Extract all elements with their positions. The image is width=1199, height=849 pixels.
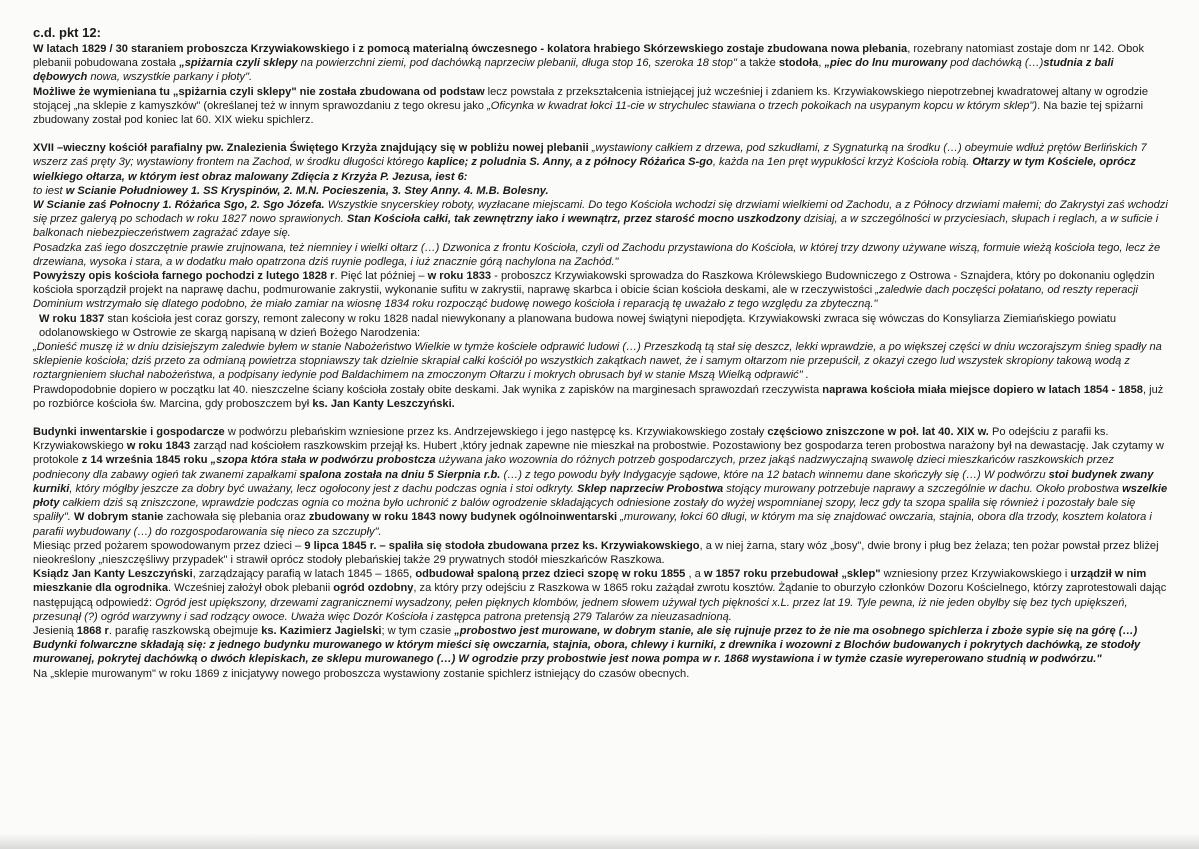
text-run: „murowany, łokci 60 długi, w którym ma się znajdować owczaria, stajnia, obora dla trzody, kosztem kolatora i parafii wybudowany (…) do rozgospodarowania się nieco za szczupły". [33,511,1152,538]
text-run: na powierzchni ziemi, pod dachówką naprzeciw plebanii, długa stop 16, szeroka 18 stop" [297,57,737,70]
text-run: zachowała się plebania oraz [163,511,309,524]
text-run: „szopa która stała w podwórzu probostcza [210,454,436,467]
text-run: zarząd nad kościołem raszkowskim przejął ks. Hubert ,który jednak zapewne nie mieszkał na probostwie. Pozostawiony bez gospodarza teren probostwa narażony był na dewastację. Jak czytamy w protokole [33,440,1164,467]
paragraph-kosciol-opis [33,141,1168,184]
text-run: całkiem dziś są zniszczone, wprawdzie podczas ognia co można było uchronić z balów ogrodzenie składających odniesione zostały do wyżej wspomnianej szopy, lecz gdy ta szopa spaliła się również i pozostały bale się spaliły". [33,497,1136,524]
text-run: Na „sklepie murowanym" w roku 1869 z inicjatywy nowego proboszcza wystawiony zostanie spichlerz istniejący do czasów obecnych. [33,667,690,680]
paragraph-rok-1837 [33,312,1168,340]
text-run: w podwórzu plebańskim wzniesione przez ks. Andrzejewskiego i jego następcę ks. Krzywiakowskiego zostały [224,426,768,439]
text-run: „zaledwie dach poczęści połatano, od reszty reperacji Dominium wstrzymało się dlatego podobno, że miało zamiar na wiosnę 1834 roku rozpocząć budowę nowego kościoła i reparacją tę uważało z tego względu za zbyteczną." [33,284,1138,311]
document-body [33,25,1168,681]
text-run: Możliwe że wymieniana tu „spiżarnia czyli sklepy" nie została zbudowana od podstaw [33,85,485,98]
text-run: stojący murowany potrzebuje naprawy a szczególnie w dachu. Około probostwa [723,482,1123,495]
text-run: ks. Jan Kanty Leszczyński. [312,397,455,410]
text-run: pod dachówką (…) [947,57,1044,70]
text-run: z 14 września 1845 roku [81,454,208,467]
section-heading: c.d. pkt 12: [33,25,101,40]
text-run: częściowo zniszczone w poł. lat 40. XIX w. [767,426,989,439]
text-run: w Scianie Południowey 1. SS Kryspinów, 2. M.N. Pocieszenia, 3. Stey Anny. 4. M.B. Bolesny. [65,184,549,197]
text-run: , za który przy odejściu z Raszkowa w 1865 roku zażądał zwrotu kosztów. Żądanie to oburzyło członków Dozoru Kościelnego, którzy zaprotestowali dając następującą odpowiedź: [33,582,1167,609]
paragraph-opis-1828 [33,269,1168,312]
text-run: Miesiąc przed pożarem spowodowanym przez dzieci – [33,539,305,552]
text-run: Po odejściu z parafii ks. Krzywiakowskiego [33,426,1109,453]
page-bottom-shadow [0,833,1199,849]
paragraph-oltarze-polnoc [33,198,1168,241]
text-run: dzisiaj, a w szczególności w przyciesiach, słupach i reglach, a w suficie i balkonach niebezpieczeństwem zagrażać zdaye się. [33,213,1159,240]
text-run: , a [685,568,704,581]
text-run: Ksiądz Jan Kanty Leszczyński [33,568,193,581]
paragraph-pozar-stodoly [33,539,1168,567]
paragraph-jagielski [33,624,1168,667]
text-run: w roku 1843 [126,440,191,453]
text-run: Sklep naprzeciw Probostwa [577,482,724,495]
text-run: Powyższy opis kościoła farnego pochodzi z lutego 1828 r [33,270,335,283]
text-run: „wystawiony całkiem z drzewa, pod szkudłami, z Sygnaturką na środku (…) obeymuie wdłuż prętów Berlińskich 7 wszerz zaś pręty 3y; wystawiony frontem na Zachod, w środku długości którego [33,142,1147,169]
text-run: W latach 1829 / 30 staraniem proboszcza Krzywiakowskiego i z pomocą materialną ówczesnego - kolatora hrabiego Skórzewskiego zostaje zbudowana nowa plebania [33,43,908,55]
text-run: . Pięć lat później – [334,270,428,283]
paragraph-skarga-cytat [33,340,1168,383]
text-run: XVII –wieczny kościół parafialny pw. Znalezienia Świętego Krzyża znajdujący się w pobliżu nowej plebanii [33,142,589,155]
paragraph-naprawa-kosciola [33,383,1168,411]
text-run: - proboszcz Krzywiakowski sprowadza do Raszkowa Królewskiego Budowniczego z Ostrowa - Sznajdera, który po dokonaniu oględzin kościoła sporządził projekt na naprawę dachu, podmurowanie zakrystii, wykonanie sufitu w zakrystii, naprawę skarbca i obicie ścian kościoła deskami, ale w rzeczywistości [33,270,1155,297]
text-run: W dobrym stanie [70,511,164,524]
text-run: „Oficynka w kwadrat łokci 11-cie w strychulec stawiana o trzech pokoikach na usypanym kopcu w którym sklep") [487,99,1038,112]
text-run: ogród ozdobny [333,582,414,595]
paragraph-oltarze-poludnie [33,184,1168,198]
text-run: to iest [33,184,66,197]
text-run: Posadzka zaś iego doszczętnie prawie zrujnowana, też niemniey i wielki ołtarz (…) Dzwonica z frontu Kościoła, czyli od Zachodu przystawiona do Kościoła, w której trzy dzwony używane wiszą, formuie wieżą kościoła tego, lecz że drzewiana, wysoka i stara, a w dodatku mało opatrzona dziś ruynie podlega, i iuż znacznie górą nachylona na Zachód." [33,241,1161,268]
text-run: Ogród jest upiększony, drzewami zagranicznemi wysadzony, pełen pięknych klombów, jednem słowem używał tych piękności x.L. przez lat 19. Tyle pewna, iż nie jeden obyłby się bez tych upiększeń, przesunął (?) ogród warzywny i sad rodzący owoce. Uważa więc Dozór Kościoła i zastępca patrona pretensją 279 Talarów za nieuzasadnioną. [33,596,1128,623]
text-run: studnia z bali dębowych [33,57,1114,84]
text-run: wszelkie płoty [33,482,1168,510]
text-run: , [818,57,825,70]
text-run: , już po rozbiórce kościoła św. Marcina, gdy proboszczem był [33,383,1164,410]
text-run: stodoła [778,57,819,70]
text-run: w roku 1833 [427,270,492,283]
text-run: „spiżarnia czyli sklepy [179,57,298,70]
text-run: „piec do lnu murowany [824,57,948,70]
text-run: urządził w nim mieszkanie dla ogrodnika [33,568,1147,595]
text-run: , który mógłby jeszcze za dobry być uważany, lecz ogołocony jest z dachu podczas ognia i stoi odkryty. [69,482,578,495]
text-run: ; w tym czasie [381,624,455,637]
text-run: W roku 1837 [39,312,105,325]
paragraph-plebania [33,42,1168,85]
text-run: lecz powstała z przekształcenia istniejącej już wcześniej i zdaniem ks. Krzywiakowskiego niepotrzebnej kwadratowej altany w ogrodzie stojącej „na sklepie z kamyszków" (określanej też w innym sprawozdaniu z tego okresu jako [33,85,1149,112]
text-run: . Na bazie tej spiżarni zbudowany został pod koniec lat 60. XIX wieku spichlerz. [33,99,1144,127]
text-run: , a w niej żarna, stary wóz „bosy", dwie brony i pług bez żelaza; ten pożar powstał przez bliżej nieokreślony „nieszczęśliwy przypadek" i strawił oprócz stodoły plebańskiej także 29 prywatnych stodół mieszkańców Raszkowa. [33,539,1159,566]
text-run: . Wcześniej założył obok plebanii [168,582,334,595]
text-run: Jesienią [33,624,77,637]
text-run: , każda na 1en pręt wypukłości krzyż Kościoła robią. [712,156,973,169]
text-run: stoi budynek zwany kurniki [33,468,1154,495]
text-run: Ołtarzy w tym Kościele, oprócz wielkiego ołtarza, w którym iest obraz malowany Zdięcia z Krzyża P. Jezusa, iest 6: [33,156,1136,183]
text-run: Prawdopodobnie dopiero w początku lat 40. nieszczelne ściany kościoła zostały obite deskami. Jak wynika z zapisków na marginesach sprawozdań rzeczywista [33,383,823,396]
text-run: Stan Kościoła całki, tak zewnętrzny iako i wewnątrz, przez starość mocno uszkodzony [346,213,801,226]
paragraph-spizarnia [33,85,1168,128]
text-run: . parafię raszkowską obejmuje [108,624,262,637]
text-run: wzniesiony przez Krzywiakowskiego i [880,568,1071,581]
text-run: stan kościoła jest coraz gorszy, remont zalecony w roku 1828 nadal niewykonany a planowana budowa nowej świątyni niepodjęta. Krzywiakowski zwraca się wówczas do Konsyliarza Ziemiańskiego powiatu odolanowskiego w Ostrowie ze skargą napisaną w dzień Bożego Narodzenia: [39,312,1117,339]
text-run: Budynki inwentarskie i gospodarcze [33,426,225,439]
text-run: , rozebrany natomiast zostaje dom nr 142. Obok plebanii pobudowana została [33,43,1144,70]
text-run: naprawa kościoła miała miejsce dopiero w latach 1854 - 1858 [822,383,1143,396]
paragraph-gap [33,411,1168,425]
text-run: nowa, wszystkie parkany i płoty". [87,71,253,84]
paragraph-budynki-inwentarskie [33,425,1168,539]
text-run: spalona została na dniu 5 Sierpnia r.b. [299,468,501,481]
text-run: a także [736,57,779,70]
text-run: w 1857 roku przebudował „sklep" [703,568,881,581]
text-run: kaplice; z poludnia S. Anny, a z północy Różańca S-go [427,156,713,169]
text-run: Wszystkie snycerskiey roboty, wyzłacane miejscami. Do tego Kościoła wchodzi się drzwiami wielkiemi od Zachodu, a z Północy drzwiami małemi; do Zakrystyi zaś wchodzi się przez galeryą po schodach w roku 1827 nowo sprawionych. [33,199,1168,226]
paragraph-leszczynski [33,567,1168,624]
paragraph-gap [33,127,1168,141]
text-run: zbudowany w roku 1843 nowy budynek ogólnoinwentarski [308,511,618,524]
text-run: 1868 r [76,624,109,637]
text-run: ks. Kazimierz Jagielski [261,624,382,637]
paragraph-posadzka [33,241,1168,269]
text-run: 9 lipca 1845 r. – spaliła się stodoła zbudowana przez ks. Krzywiakowskiego [304,539,700,552]
paragraph-spichlerz [33,667,1168,681]
text-run: (…) z tego powodu były Indygacyje sądowe, które na 12 batach winnemu dane skończyły się (…) W podwórzu [500,468,1049,481]
text-run: odbudował spaloną przez dzieci szopę w roku 1855 [415,568,686,581]
text-run: używana jako wozownia do różnych potrzeb gospodarczych, przez jakąś nadzwyczajną swawolę dzieci mieszkańców raszkowskich przez podniecony dla zabawy ogień tak zwanemi zapałkami [33,454,1114,481]
text-run: „probostwo jest murowane, w dobrym stanie, ale się rujnuje przez to że nie ma osobnego spichlerza i zboże sypie się na górę (…) Budynki folwarczne składają się: z jednego budynku murowanego w którym mieści się owczarnia, stajnia, obora, chlewy i kurniki, z drewnika i wozowni z Blochów budowanych i pokrytych dachówką, ze stodoły murowanej, pokrytej dachówką o dwóch klepiskach, ze sklepu murowanego (…) W ogrodzie przy probostwie jest nowa pompa w r. 1868 wystawiona i w tymże czasie wyreperowano studnią w podwórzu." [33,624,1141,666]
text-run: , zarządzający parafią w latach 1845 – 1865, [192,568,416,581]
text-run: W Scianie zaś Połnocny 1. Różańca Sgo, 2. Sgo Józefa. [33,199,325,212]
text-run: „Donieść muszę iż w dniu dzisiejszym zaledwie byłem w stanie Nabożeństwo Wielkie w tymże kościele odprawić ludowi (…) Przeszkodą tą stał się deszcz, lekki wprawdzie, a po większej części w dniu wczorajszym śnieg spadły na sklepienie kościoła; dziś przeto za odmianą powietrza stopniawszy tak dzielnie skrapiał całki kościół po wszystkich zakątkach nawet, że i samym ołtarzom nie przepuścił, z okazyi czego lud wszystek skropiony takową wodą z roztargnieniem słuchał nabożeństwa, a podpisany iedynie pod Baldachimem na zmoczonym Ołtarzu i mokrych obrusach był w stanie Mszą Wielką odprawić" . [33,341,1162,382]
